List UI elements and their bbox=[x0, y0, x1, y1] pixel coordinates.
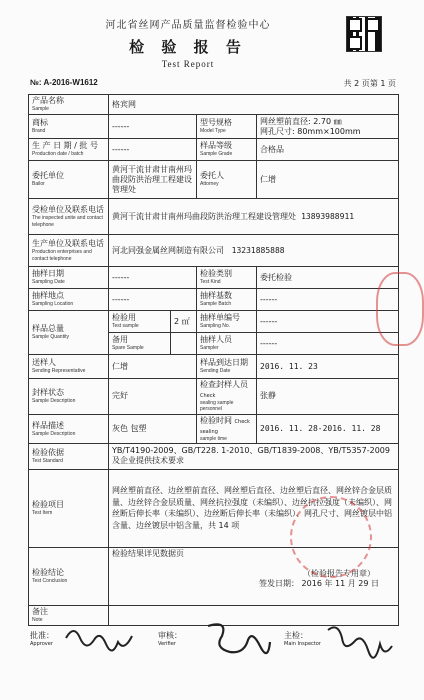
label-model: 型号规格 Model Type bbox=[197, 115, 257, 139]
value-sampling-location: ------ bbox=[109, 289, 197, 311]
label-sending-rep: 送样人 Sending Representative bbox=[29, 355, 109, 379]
label-sending-date: 样品到达日期 Sending Date bbox=[197, 355, 257, 379]
label-sample-batch: 抽样基数 Sample Batch bbox=[197, 289, 257, 311]
label-standard: 检验依据 Test Standard bbox=[29, 443, 109, 469]
value-test-items: 网丝塑前直径、边丝塑前直径、网丝塑后直径、边丝塑后直径、网丝锌合金层质量、边丝锌合金层质量、网丝抗拉强度（未编织）、边丝抗拉强度（未编织）、网丝断后伸长率（未编织）、边丝断后伸长率（未编织）、网孔尺寸、网丝镀层中铝含量、边丝镀层中铝含量，共 14 项 bbox=[109, 469, 399, 547]
value-spare-sample bbox=[171, 333, 197, 355]
label-bailor: 委托单位 Bailor bbox=[29, 161, 109, 199]
value-sample-desc: 灰色 包塑 bbox=[109, 414, 197, 443]
value-sampling-date: ------ bbox=[109, 267, 197, 289]
page-count: 共 2 页第 1 页 bbox=[343, 79, 396, 88]
label-sampler: 抽样人员 Sampler bbox=[197, 333, 257, 355]
label-seal-desc: 封样状态 Sample Description bbox=[29, 379, 109, 415]
value-brand: ------ bbox=[109, 115, 197, 139]
label-inspected-unit: 受检单位及联系电话 The inspected unite and contact telephone bbox=[29, 199, 109, 235]
value-test-sample: 2 ㎡ bbox=[171, 311, 197, 333]
label-manufacturer: 生产单位及联系电话 Production enterprises and contact telephone bbox=[29, 235, 109, 267]
value-grade: 合格品 bbox=[257, 139, 399, 161]
label-product-name: 产品名称 Sample bbox=[29, 95, 109, 115]
label-sample-desc: 样品描述 Sample Description bbox=[29, 414, 109, 443]
label-sampling-no: 抽样单编号 Sampling No. bbox=[197, 311, 257, 333]
value-standard: YB/T4190-2009、GB/T228. 1-2010、GB/T1839-2008、YB/T5357-2009 及企业提供技术要求 bbox=[109, 443, 399, 469]
report-title-en: Test Report bbox=[161, 59, 215, 69]
side-seal-stamp bbox=[376, 272, 424, 346]
report-title-cn: 检 验 报 告 bbox=[129, 38, 247, 56]
label-conclusion: 检验结论 Test Conclusion bbox=[29, 547, 109, 605]
approver-label: 批准： Approver bbox=[30, 631, 54, 647]
label-sampling-date: 抽样日期 Sampling Date bbox=[29, 267, 109, 289]
label-note: 备注 Note bbox=[29, 605, 109, 625]
value-product-name: 格宾网 bbox=[109, 95, 399, 115]
label-attorney: 委托人 Attorney bbox=[197, 161, 257, 199]
value-sampling-no: ------ bbox=[257, 311, 399, 333]
value-sample-batch: ------ bbox=[257, 289, 399, 311]
handwritten-signatures bbox=[58, 616, 398, 662]
value-sampler: ------ bbox=[257, 333, 399, 355]
value-manufacturer: 河北同强金属丝网制造有限公司 13231885888 bbox=[109, 235, 399, 267]
value-sending-rep: 仁增 bbox=[109, 355, 197, 379]
organization-name: 河北省丝网产品质量监督检验中心 bbox=[105, 20, 271, 31]
label-check-time: 检验时间 Check sealing sample time bbox=[197, 414, 257, 443]
inspection-seal-stamp bbox=[290, 496, 372, 578]
value-test-kind: 委托检验 bbox=[257, 267, 399, 289]
main-inspector-label: 主检： Main Inspector bbox=[284, 631, 321, 647]
label-sample-quantity: 样品总量 Sample Quantity bbox=[29, 311, 109, 355]
value-model: 网丝塑前直径: 2.70 ㎜ 网孔尺寸: 80mm×100mm bbox=[257, 115, 399, 139]
value-check-time: 2016. 11. 28-2016. 11. 28 bbox=[257, 414, 399, 443]
value-inspected-unit: 黄河干流甘肃甘南州玛曲段防洪治理工程建设管理处 13893988911 bbox=[109, 199, 399, 235]
report-page bbox=[28, 12, 398, 672]
sign-date: 签发日期： 2016 年 11 月 29 日 bbox=[259, 578, 379, 588]
value-conclusion: 检验结果详见数据页 （检验报告专用章） 签发日期： 2016 年 11 月 29 日 bbox=[109, 547, 399, 605]
conclusion-seal-label: （检验报告专用章） bbox=[303, 568, 375, 578]
label-test-items: 检验项目 Test Item bbox=[29, 469, 109, 547]
label-test-kind: 检验类别 Test Kind bbox=[197, 267, 257, 289]
value-bailor: 黄河干流甘肃甘南州玛曲段防洪治理工程建设管理处 bbox=[109, 161, 197, 199]
label-seal-person: 检查封样人员 Check sealing sample personnel bbox=[197, 379, 257, 415]
label-brand: 商标 Brand bbox=[29, 115, 109, 139]
value-attorney: 仁增 bbox=[257, 161, 399, 199]
value-sending-date: 2016. 11. 23 bbox=[257, 355, 399, 379]
label-spare-sample: 备用 Spare Sample bbox=[109, 333, 171, 355]
label-test-sample: 检验用 Test sample bbox=[109, 311, 171, 333]
label-production-date: 生 产 日 期 / 批 号 Production date / batch bbox=[29, 139, 109, 161]
value-seal-person: 张静 bbox=[257, 379, 399, 415]
label-sampling-location: 抽样地点 Sampling Location bbox=[29, 289, 109, 311]
value-production-date: ------ bbox=[109, 139, 197, 161]
label-grade: 样品等级 Sample Grade bbox=[197, 139, 257, 161]
qr-code-icon bbox=[346, 16, 382, 52]
report-number: №: A-2016-W1612 bbox=[30, 78, 98, 87]
verifier-label: 审核： Verifier bbox=[158, 631, 182, 647]
value-seal-desc: 完好 bbox=[109, 379, 197, 415]
